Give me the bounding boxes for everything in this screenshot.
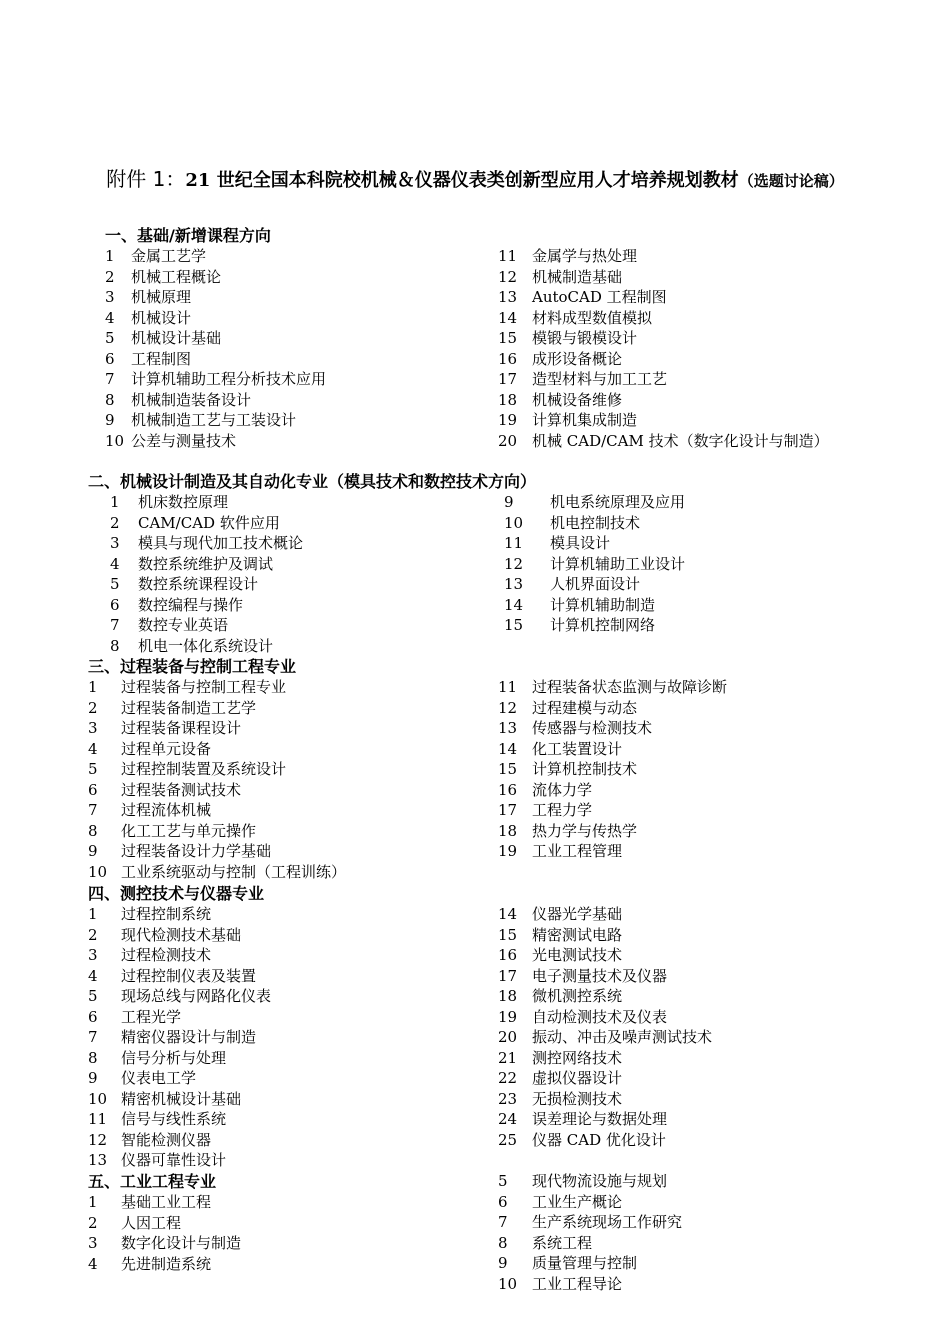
list-item: [498, 986, 843, 1007]
item-number: 12: [498, 267, 518, 286]
list-item: [105, 431, 485, 452]
item-number: 24: [498, 1110, 518, 1128]
item-title: 电子测量技术及仪器: [532, 966, 668, 985]
list-item: [110, 554, 490, 575]
item-title: 金属工艺学: [131, 247, 207, 265]
list-item: [110, 595, 490, 616]
list-item: [504, 574, 844, 595]
section-5-left-list: [88, 1192, 488, 1274]
section-1-right-list: [498, 246, 843, 451]
section-1-left-list: [105, 246, 485, 451]
item-number: 4: [88, 966, 98, 985]
item-number: 6: [498, 1192, 508, 1211]
item-number: 2: [88, 925, 98, 944]
list-item: [498, 267, 843, 288]
list-item: [88, 739, 488, 760]
list-item: [105, 410, 485, 431]
item-title: 计算机集成制造: [532, 411, 638, 429]
list-item: [498, 328, 843, 349]
item-number: 25: [498, 1130, 518, 1149]
section-3-left-list: [88, 677, 488, 882]
list-item: [498, 349, 843, 370]
item-title: 精密测试电路: [532, 925, 623, 944]
item-title: 热力学与传热学: [532, 821, 638, 840]
item-number: 18: [498, 987, 518, 1005]
item-title: 过程装备课程设计: [121, 719, 242, 737]
list-item: [498, 1068, 843, 1089]
item-number: 19: [498, 1007, 518, 1026]
item-number: 11: [498, 678, 518, 696]
list-item: [498, 945, 843, 966]
section-4-right-list: [498, 904, 843, 1150]
item-number: 19: [498, 842, 518, 860]
item-title: 现代物流设施与规划: [532, 1172, 668, 1190]
item-number: 1: [105, 247, 115, 265]
list-item: [504, 492, 844, 513]
item-number: 10: [88, 1089, 108, 1108]
item-number: 13: [88, 1151, 108, 1169]
list-item: [105, 267, 485, 288]
item-title: 机床数控原理: [138, 493, 229, 511]
item-title: 过程装备制造工艺学: [121, 698, 257, 717]
list-item: [88, 718, 488, 739]
item-number: 7: [110, 616, 120, 634]
item-title: 模具与现代加工技术概论: [138, 534, 304, 552]
list-item: [88, 1048, 488, 1069]
item-number: 14: [498, 308, 518, 327]
item-title: 数字化设计与制造: [121, 1234, 242, 1252]
list-item: [105, 390, 485, 411]
list-item: [105, 246, 485, 267]
item-number: 18: [498, 821, 518, 840]
item-title: 虚拟仪器设计: [532, 1069, 623, 1087]
item-title: 化工装置设计: [532, 739, 623, 758]
list-item: [498, 1253, 843, 1274]
item-number: 4: [110, 554, 120, 573]
item-number: 10: [88, 862, 108, 881]
item-number: 18: [498, 390, 518, 409]
section-3-right-list: [498, 677, 843, 862]
item-title: 质量管理与控制: [532, 1254, 638, 1272]
item-number: 8: [105, 390, 115, 409]
item-title: 现场总线与网路化仪表: [121, 987, 272, 1005]
item-number: 7: [105, 370, 115, 388]
item-number: 9: [88, 842, 98, 860]
item-title: AutoCAD 工程制图: [532, 288, 667, 306]
list-item: [498, 966, 843, 987]
list-item: [498, 287, 843, 308]
item-title: 机电系统原理及应用: [550, 493, 686, 511]
item-title: 机械制造工艺与工装设计: [131, 411, 297, 429]
document-title: [0, 163, 950, 192]
list-item: [498, 246, 843, 267]
item-number: 5: [88, 987, 98, 1005]
item-number: 19: [498, 411, 518, 429]
list-item: [498, 369, 843, 390]
item-title: 无损检测技术: [532, 1089, 623, 1108]
section-heading-2: 二、机械设计制造及其自动化专业（模具技术和数控技术方向）: [88, 472, 537, 491]
list-item: [88, 780, 488, 801]
item-title: 过程检测技术: [121, 946, 212, 964]
list-item: [105, 308, 485, 329]
item-title: 仪器光学基础: [532, 905, 623, 923]
item-title: 生产系统现场工作研究: [532, 1213, 683, 1231]
list-item: [110, 636, 490, 657]
item-title: 过程流体机械: [121, 801, 212, 819]
list-item: [88, 904, 488, 925]
list-item: [498, 308, 843, 329]
item-title: 机械设计: [131, 308, 192, 327]
list-item: [504, 554, 844, 575]
item-number: 16: [498, 349, 518, 368]
item-title: 过程装备与控制工程专业: [121, 678, 287, 696]
item-title: 仪器 CAD 优化设计: [532, 1130, 666, 1149]
item-number: 22: [498, 1069, 518, 1087]
item-number: 11: [88, 1110, 108, 1128]
item-title: 过程控制系统: [121, 905, 212, 923]
item-number: 7: [88, 1028, 98, 1046]
list-item: [88, 1254, 488, 1275]
list-item: [88, 1089, 488, 1110]
item-title: 模具设计: [550, 534, 611, 552]
item-number: 3: [88, 946, 98, 964]
list-item: [88, 759, 488, 780]
list-item: [498, 1192, 843, 1213]
item-title: 过程装备测试技术: [121, 780, 242, 799]
item-title: 信号分析与处理: [121, 1048, 227, 1067]
section-heading-3: 三、过程装备与控制工程专业: [88, 657, 297, 676]
item-title: 计算机辅助工程分析技术应用: [131, 370, 327, 388]
item-number: 11: [504, 534, 524, 552]
list-item: [110, 492, 490, 513]
item-title: 机械制造装备设计: [131, 390, 252, 409]
list-item: [498, 1212, 843, 1233]
item-title: CAM/CAD 软件应用: [138, 513, 280, 532]
item-title: 计算机辅助工业设计: [550, 554, 686, 573]
list-item: [498, 718, 843, 739]
list-item: [88, 698, 488, 719]
item-title: 传感器与检测技术: [532, 719, 653, 737]
list-item: [504, 533, 844, 554]
item-title: 机械工程概论: [131, 267, 222, 286]
list-item: [110, 513, 490, 534]
title-suffix: （选题讨论稿）: [738, 172, 844, 190]
section-heading-5: 五、工业工程专业: [88, 1172, 217, 1191]
item-title: 仪器可靠性设计: [121, 1151, 227, 1169]
item-number: 2: [105, 267, 115, 286]
list-item: [498, 1274, 843, 1295]
item-number: 9: [88, 1069, 98, 1087]
list-item: [88, 841, 488, 862]
list-item: [88, 862, 488, 883]
item-title: 过程装备状态监测与故障诊断: [532, 678, 728, 696]
item-number: 12: [88, 1130, 108, 1149]
list-item: [498, 1130, 843, 1151]
item-title: 机械制造基础: [532, 267, 623, 286]
list-item: [498, 780, 843, 801]
list-item: [88, 1109, 488, 1130]
item-number: 14: [498, 739, 518, 758]
list-item: [498, 698, 843, 719]
list-item: [110, 574, 490, 595]
item-number: 4: [88, 739, 98, 758]
list-item: [88, 800, 488, 821]
item-title: 计算机辅助制造: [550, 595, 656, 614]
list-item: [498, 677, 843, 698]
item-title: 仪表电工学: [121, 1069, 197, 1087]
item-number: 8: [88, 1048, 98, 1067]
list-item: [88, 1192, 488, 1213]
item-number: 8: [110, 636, 120, 655]
item-number: 3: [88, 1234, 98, 1252]
item-title: 数控专业英语: [138, 616, 229, 634]
title-prefix: 附件 1：: [106, 167, 186, 191]
item-title: 系统工程: [532, 1233, 593, 1252]
item-title: 先进制造系统: [121, 1254, 212, 1273]
list-item: [110, 615, 490, 636]
item-number: 3: [88, 719, 98, 737]
item-title: 误差理论与数据处理: [532, 1110, 668, 1128]
item-title: 金属学与热处理: [532, 247, 638, 265]
list-item: [498, 1233, 843, 1254]
section-heading-1: 一、基础/新增课程方向: [105, 226, 271, 245]
list-item: [498, 1171, 843, 1192]
item-number: 12: [498, 698, 518, 717]
item-number: 10: [498, 1274, 518, 1293]
item-title: 数控编程与操作: [138, 595, 244, 614]
item-title: 智能检测仪器: [121, 1130, 212, 1149]
item-number: 17: [498, 801, 518, 819]
item-number: 15: [498, 925, 518, 944]
item-title: 计算机控制网络: [550, 616, 656, 634]
list-item: [498, 1089, 843, 1110]
list-item: [88, 966, 488, 987]
item-number: 3: [105, 288, 115, 306]
item-number: 5: [105, 329, 115, 347]
item-number: 20: [498, 1028, 518, 1046]
item-number: 16: [498, 946, 518, 964]
item-title: 基础工业工程: [121, 1193, 212, 1211]
item-number: 6: [110, 595, 120, 614]
list-item: [498, 1048, 843, 1069]
item-number: 10: [105, 431, 125, 450]
list-item: [498, 431, 843, 452]
item-number: 3: [110, 534, 120, 552]
item-number: 6: [105, 349, 115, 368]
item-title: 机电一体化系统设计: [138, 636, 274, 655]
list-item: [498, 841, 843, 862]
item-number: 1: [110, 493, 120, 511]
item-number: 1: [88, 678, 98, 696]
item-number: 6: [88, 1007, 98, 1026]
item-title: 振动、冲击及噪声测试技术: [532, 1028, 713, 1046]
item-number: 7: [88, 801, 98, 819]
item-number: 13: [498, 719, 518, 737]
item-title: 数控系统课程设计: [138, 575, 259, 593]
section-4-left-list: [88, 904, 488, 1171]
item-title: 材料成型数值模拟: [532, 308, 653, 327]
list-item: [504, 513, 844, 534]
item-number: 2: [88, 1213, 98, 1232]
list-item: [88, 925, 488, 946]
item-title: 现代检测技术基础: [121, 925, 242, 944]
item-title: 工业生产概论: [532, 1192, 623, 1211]
section-heading-4: 四、测控技术与仪器专业: [88, 884, 265, 903]
item-number: 2: [88, 698, 98, 717]
item-title: 过程控制装置及系统设计: [121, 760, 287, 778]
list-item: [88, 986, 488, 1007]
item-title: 工程力学: [532, 801, 593, 819]
list-item: [88, 1068, 488, 1089]
list-item: [498, 390, 843, 411]
list-item: [504, 595, 844, 616]
item-number: 8: [88, 821, 98, 840]
item-title: 过程建模与动态: [532, 698, 638, 717]
item-title: 机械设计基础: [131, 329, 222, 347]
list-item: [105, 369, 485, 390]
list-item: [498, 1109, 843, 1130]
item-number: 5: [88, 760, 98, 778]
item-number: 23: [498, 1089, 518, 1108]
item-number: 11: [498, 247, 518, 265]
item-title: 成形设备概论: [532, 349, 623, 368]
item-title: 工程光学: [121, 1007, 182, 1026]
item-title: 机械原理: [131, 288, 192, 306]
item-number: 21: [498, 1048, 518, 1067]
item-title: 数控系统维护及调试: [138, 554, 274, 573]
title-main: 21 世纪全国本科院校机械＆仪器仪表类创新型应用人才培养规划教材: [185, 170, 739, 191]
item-number: 17: [498, 966, 518, 985]
list-item: [105, 287, 485, 308]
item-number: 5: [498, 1172, 508, 1190]
item-number: 4: [105, 308, 115, 327]
list-item: [105, 349, 485, 370]
list-item: [498, 1007, 843, 1028]
item-number: 10: [504, 513, 524, 532]
item-number: 2: [110, 513, 120, 532]
item-number: 13: [504, 575, 524, 593]
list-item: [498, 410, 843, 431]
list-item: [110, 533, 490, 554]
item-title: 精密机械设计基础: [121, 1089, 242, 1108]
item-number: 8: [498, 1233, 508, 1252]
list-item: [498, 821, 843, 842]
item-title: 工业系统驱动与控制（工程训练）: [121, 862, 347, 881]
item-title: 信号与线性系统: [121, 1110, 227, 1128]
item-number: 7: [498, 1213, 508, 1231]
item-number: 20: [498, 431, 518, 450]
list-item: [498, 800, 843, 821]
item-title: 过程控制仪表及装置: [121, 966, 257, 985]
list-item: [88, 1213, 488, 1234]
item-title: 工业工程管理: [532, 842, 623, 860]
item-title: 过程装备设计力学基础: [121, 842, 272, 860]
list-item: [504, 615, 844, 636]
item-number: 14: [504, 595, 524, 614]
item-title: 测控网络技术: [532, 1048, 623, 1067]
item-title: 光电测试技术: [532, 946, 623, 964]
item-title: 微机测控系统: [532, 987, 623, 1005]
item-number: 17: [498, 370, 518, 388]
item-title: 化工工艺与单元操作: [121, 821, 257, 840]
list-item: [88, 821, 488, 842]
item-number: 14: [498, 905, 518, 923]
item-title: 机电控制技术: [550, 513, 641, 532]
item-number: 9: [498, 1254, 508, 1272]
item-title: 机械设备维修: [532, 390, 623, 409]
list-item: [88, 1007, 488, 1028]
item-title: 公差与测量技术: [131, 431, 237, 450]
item-number: 12: [504, 554, 524, 573]
item-title: 计算机控制技术: [532, 760, 638, 778]
section-5-right-list: [498, 1171, 843, 1294]
section-2-right-list: [504, 492, 844, 636]
item-number: 15: [498, 760, 518, 778]
item-title: 人因工程: [121, 1213, 182, 1232]
item-title: 过程单元设备: [121, 739, 212, 758]
list-item: [88, 1130, 488, 1151]
list-item: [88, 1150, 488, 1171]
item-title: 工程制图: [131, 349, 192, 368]
list-item: [88, 1233, 488, 1254]
list-item: [498, 925, 843, 946]
item-title: 人机界面设计: [550, 575, 641, 593]
list-item: [498, 1027, 843, 1048]
item-number: 1: [88, 905, 98, 923]
list-item: [498, 904, 843, 925]
item-title: 机械 CAD/CAM 技术（数字化设计与制造）: [532, 431, 829, 450]
item-title: 精密仪器设计与制造: [121, 1028, 257, 1046]
list-item: [105, 328, 485, 349]
item-title: 工业工程导论: [532, 1274, 623, 1293]
item-number: 5: [110, 575, 120, 593]
item-title: 自动检测技术及仪表: [532, 1007, 668, 1026]
item-number: 1: [88, 1193, 98, 1211]
list-item: [498, 759, 843, 780]
item-number: 13: [498, 288, 518, 306]
item-title: 模锻与锻模设计: [532, 329, 638, 347]
item-number: 9: [504, 493, 514, 511]
item-number: 15: [504, 616, 524, 634]
item-number: 4: [88, 1254, 98, 1273]
item-number: 16: [498, 780, 518, 799]
list-item: [88, 677, 488, 698]
item-title: 流体力学: [532, 780, 593, 799]
item-number: 9: [105, 411, 115, 429]
item-title: 造型材料与加工工艺: [532, 370, 668, 388]
list-item: [88, 945, 488, 966]
item-number: 6: [88, 780, 98, 799]
section-2-left-list: [110, 492, 490, 656]
list-item: [498, 739, 843, 760]
list-item: [88, 1027, 488, 1048]
item-number: 15: [498, 329, 518, 347]
